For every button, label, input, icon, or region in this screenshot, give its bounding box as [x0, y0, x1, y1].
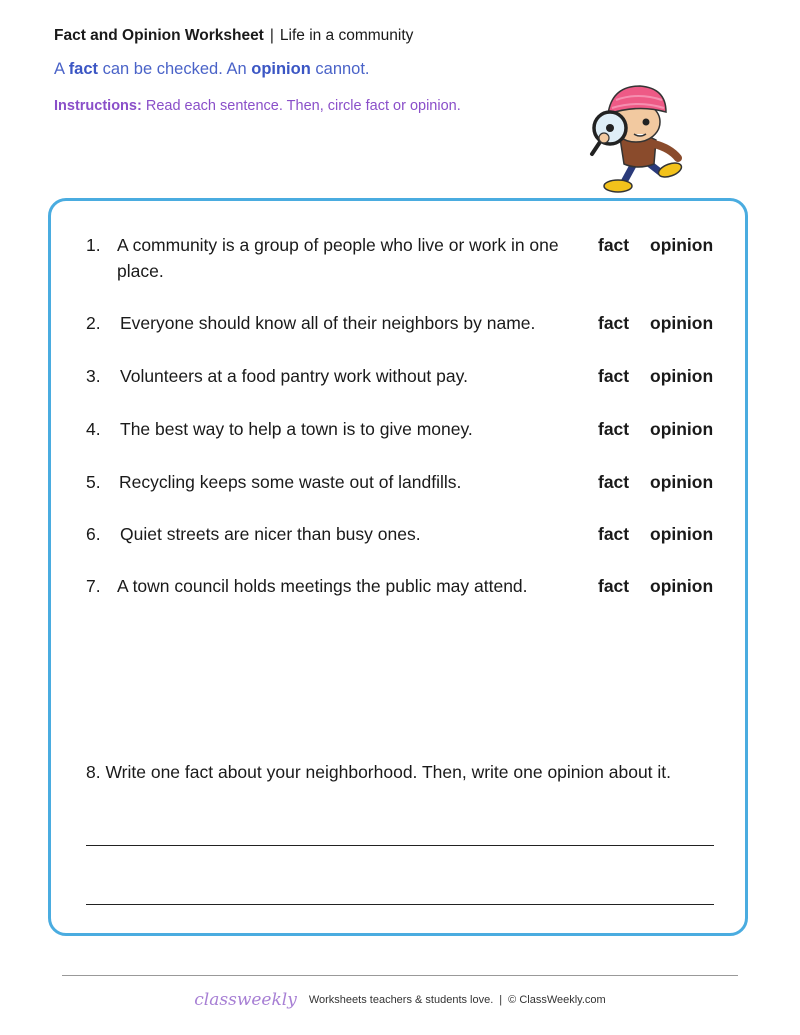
footer-separator: | — [499, 994, 503, 1006]
footer — [0, 990, 800, 1010]
question-number: 4. — [86, 419, 101, 439]
footer-divider — [62, 975, 738, 976]
detective-mascot-icon — [574, 78, 700, 196]
instructions — [54, 98, 461, 114]
fact-choice[interactable]: fact — [598, 472, 630, 492]
worksheet-subtitle: Life in a community — [279, 27, 414, 44]
fact-choice[interactable]: fact — [598, 366, 630, 386]
opinion-choice[interactable]: opinion — [650, 576, 714, 596]
question-text: Quiet streets are nicer than busy ones. — [120, 524, 421, 544]
tagline-part2: can be checked. An — [98, 60, 252, 78]
questions-card — [48, 198, 748, 936]
question-text: Recycling keeps some waste out of landfills. — [119, 472, 462, 492]
opinion-choice[interactable]: opinion — [650, 235, 714, 255]
question-text: Everyone should know all of their neighbors by name. — [120, 313, 536, 333]
question-number: 5. — [86, 472, 101, 492]
opinion-choice[interactable]: opinion — [650, 524, 714, 544]
question-number: 2. — [86, 313, 101, 333]
question-text: A community is a group of people who live or work in one place. — [117, 235, 559, 281]
question-text: The best way to help a town is to give money. — [120, 419, 473, 439]
opinion-choice[interactable]: opinion — [650, 472, 714, 492]
question-8-prompt: 8. Write one fact about your neighborhood. Then, write one opinion about it. — [86, 762, 672, 782]
worksheet-title: Fact and Opinion Worksheet — [54, 27, 264, 44]
fact-choice[interactable]: fact — [598, 235, 630, 255]
fact-choice[interactable]: fact — [598, 576, 630, 596]
instructions-label: Instructions: — [54, 98, 142, 114]
opinion-choice[interactable]: opinion — [650, 313, 714, 333]
classweekly-logo: classweekly — [194, 990, 297, 1010]
question-number: 7. — [86, 576, 101, 596]
header-separator: | — [269, 27, 274, 44]
question-number: 3. — [86, 366, 101, 386]
footer-copyright: © ClassWeekly.com — [508, 994, 606, 1006]
opinion-choice[interactable]: opinion — [650, 419, 714, 439]
question-number: 6. — [86, 524, 101, 544]
instructions-text: Read each sentence. Then, circle fact or opinion. — [145, 98, 461, 114]
tagline-part3: cannot. — [310, 60, 370, 78]
question-text: Volunteers at a food pantry work without pay. — [120, 366, 468, 386]
opinion-choice[interactable]: opinion — [650, 366, 714, 386]
fact-choice[interactable]: fact — [598, 313, 630, 333]
fact-choice[interactable]: fact — [598, 419, 630, 439]
tagline-fact-word: fact — [68, 60, 99, 78]
footer-tagline: Worksheets teachers & students love. — [308, 994, 494, 1006]
worksheet-header — [54, 27, 413, 45]
tagline-part1: A — [54, 60, 69, 78]
definition-tagline — [54, 60, 370, 79]
question-number: 1. — [86, 235, 101, 255]
question-text: A town council holds meetings the public may attend. — [117, 576, 528, 596]
answer-line-2[interactable] — [86, 904, 714, 905]
tagline-opinion-word: opinion — [251, 60, 311, 78]
fact-choice[interactable]: fact — [598, 524, 630, 544]
answer-line-1[interactable] — [86, 845, 714, 846]
